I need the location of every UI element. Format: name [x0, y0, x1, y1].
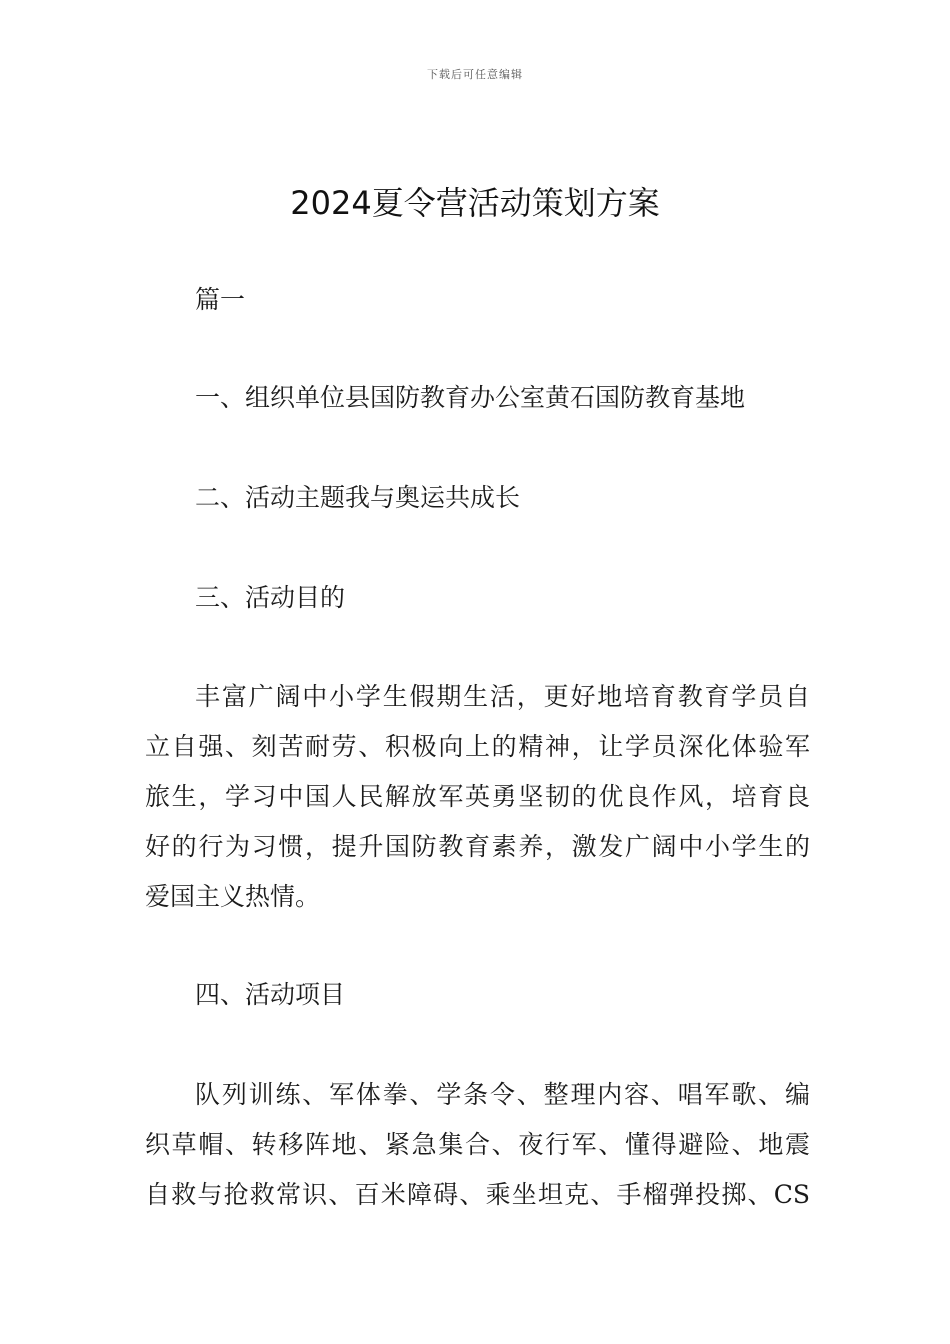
purpose-line: 丰富广阔中小学生假期生活，更好地培育教育学员自 — [195, 682, 810, 711]
purpose-line: 立自强、刻苦耐劳、积极向上的精神，让学员深化体验军 — [145, 732, 810, 761]
project-line: 自救与抢救常识、百米障碍、乘坐坦克、手榴弹投掷、CS — [145, 1180, 810, 1209]
project-line: 织草帽、转移阵地、紧急集合、夜行军、懂得避险、地震 — [145, 1130, 810, 1159]
project-line: 队列训练、军体拳、学条令、整理内容、唱军歌、编 — [195, 1080, 810, 1109]
document-title: 2024夏令营活动策划方案 — [290, 184, 660, 222]
section-theme: 二、活动主题我与奥运共成长 — [195, 483, 521, 512]
purpose-line: 好的行为习惯，提升国防教育素养，激发广阔中小学生的 — [145, 832, 810, 861]
purpose-paragraph — [145, 672, 810, 922]
section-organizer: 一、组织单位县国防教育办公室黄石国防教育基地 — [195, 383, 746, 412]
section-purpose-heading: 三、活动目的 — [195, 583, 346, 612]
purpose-line: 爱国主义热情。 — [145, 882, 321, 911]
part-heading: 篇一 — [195, 285, 246, 314]
header-note: 下载后可任意编辑 — [427, 68, 523, 81]
purpose-line: 旅生，学习中国人民解放军英勇坚韧的优良作风，培育良 — [145, 782, 810, 811]
section-projects-heading: 四、活动项目 — [195, 980, 346, 1009]
projects-paragraph — [145, 1070, 810, 1220]
